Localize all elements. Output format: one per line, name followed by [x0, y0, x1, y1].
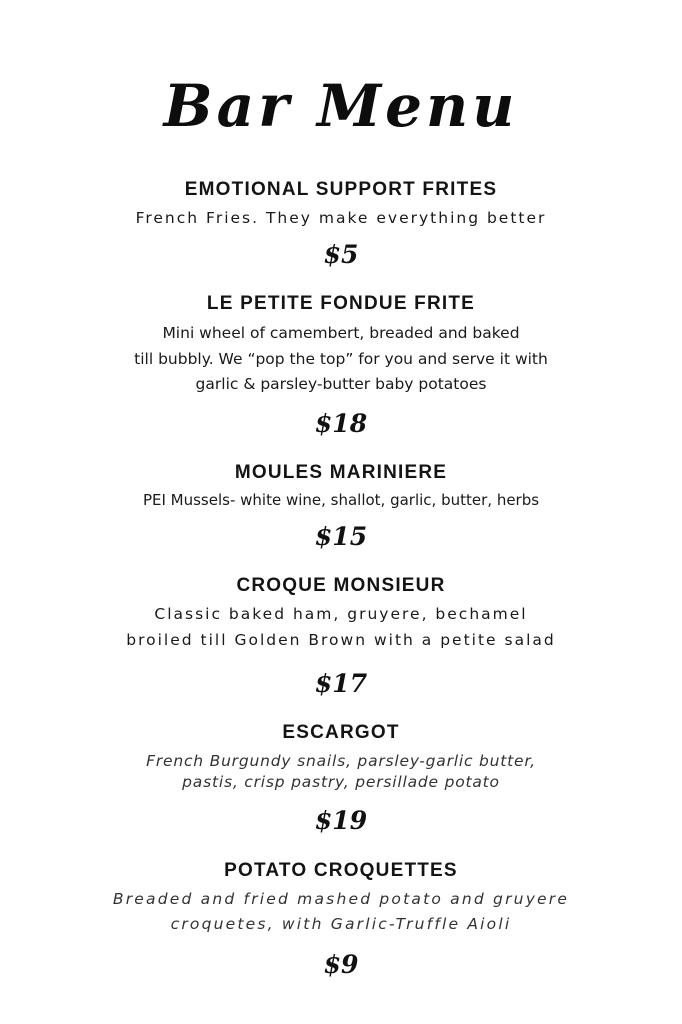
menu-item-price: $17: [314, 669, 368, 698]
menu-item-price: $18: [314, 409, 368, 438]
menu-item-le-petite-fondue-frite: [0, 292, 682, 398]
menu-item-escargot: [0, 721, 682, 793]
menu-item-description: PEI Mussels- white wine, shallot, garlic, butter, herbs: [142, 491, 540, 509]
menu-item-croque-monsieur: [0, 574, 682, 653]
menu-title: Bar Menu: [163, 72, 519, 140]
menu-item-price: $5: [323, 240, 359, 269]
menu-item-name: POTATO CROQUETTES: [224, 860, 458, 881]
menu-item-name: MOULES MARINIERE: [234, 462, 448, 483]
menu-item-description: French Fries. They make everything better: [135, 209, 547, 227]
menu-item-emotional-support-frites: [0, 178, 682, 232]
menu-item-price: $9: [323, 950, 359, 979]
menu-item-name: CROQUE MONSIEUR: [236, 575, 446, 596]
menu-item-potato-croquettes: [0, 859, 682, 937]
menu-item-description: Mini wheel of camembert, breaded and baked till bubbly. We “pop the top” for you and serve it with garlic & parsley-butter baby potatoes: [134, 324, 548, 393]
menu-item-price: $19: [314, 806, 368, 835]
menu-item-description: Breaded and fried mashed potato and gruyere croquetes, with Garlic-Truffle Aioli: [112, 890, 570, 933]
menu-item-name: EMOTIONAL SUPPORT FRITES: [184, 179, 498, 200]
menu-item-description: French Burgundy snails, parsley-garlic butter, pastis, crisp pastry, persillade potato: [146, 752, 536, 791]
menu-item-moules-mariniere: [0, 461, 682, 514]
menu-item-price: $15: [314, 522, 368, 551]
menu-item-description: Classic baked ham, gruyere, bechamel broiled till Golden Brown with a petite salad: [126, 605, 556, 649]
menu-item-name: ESCARGOT: [282, 722, 400, 743]
menu-item-name: LE PETITE FONDUE FRITE: [206, 293, 476, 314]
